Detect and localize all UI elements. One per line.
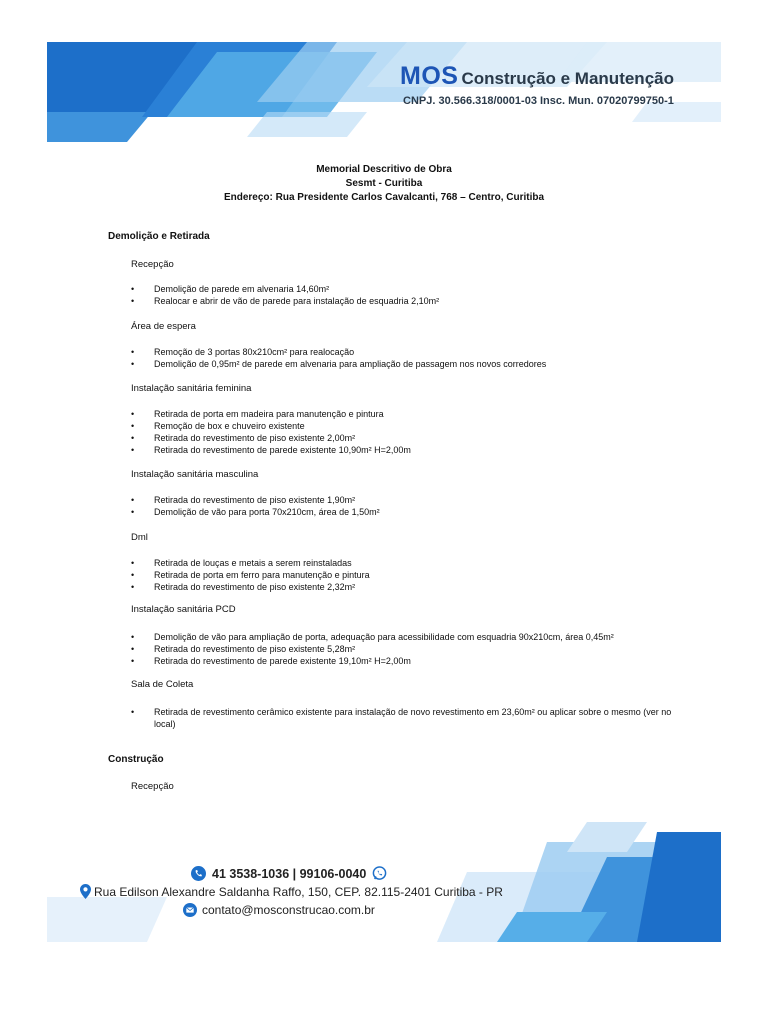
group-label: Instalação sanitária masculina — [131, 469, 259, 480]
item-list — [131, 346, 691, 370]
location-pin-icon — [80, 884, 91, 899]
title-line: Memorial Descritivo de Obra — [316, 164, 452, 175]
list-item: • Retirada de porta em ferro para manutenção e pintura — [131, 569, 691, 581]
item-list — [131, 494, 691, 518]
company-registration: CNPJ. 30.566.318/0001-03 Insc. Mun. 07020799750-1 — [403, 95, 674, 107]
section-heading: Construção — [108, 754, 164, 765]
item-list — [131, 557, 691, 593]
footer-phones — [191, 866, 387, 881]
list-item: • Retirada de porta em madeira para manutenção e pintura — [131, 408, 691, 420]
phone-numbers: 41 3538-1036 | 99106-0040 — [212, 866, 367, 881]
title-line: Endereço: Rua Presidente Carlos Cavalcanti, 768 – Centro, Curitiba — [223, 192, 545, 203]
item-list — [131, 706, 691, 730]
group-label: Recepção — [131, 781, 174, 792]
list-item: • Retirada do revestimento de piso existente 2,32m² — [131, 581, 691, 593]
document-page — [47, 42, 721, 942]
list-item: • Retirada do revestimento de parede existente 10,90m² H=2,00m — [131, 444, 691, 456]
email-address[interactable]: contato@mosconstrucao.com.br — [202, 903, 375, 917]
item-list — [131, 283, 691, 307]
address-text: Rua Edilson Alexandre Saldanha Raffo, 150, CEP. 82.115-2401 Curitiba - PR — [94, 884, 503, 899]
company-brand — [400, 62, 674, 91]
brand-name: Construção e Manutenção — [461, 69, 674, 88]
list-item: • Demolição de vão para ampliação de porta, adequação para acessibilidade com esquadria 90x210cm, área 0,45m² — [131, 631, 691, 643]
list-item: • Retirada do revestimento de piso existente 1,90m² — [131, 494, 691, 506]
list-item: • Retirada do revestimento de parede existente 19,10m² H=2,00m — [131, 655, 691, 667]
group-label: Instalação sanitária feminina — [131, 383, 252, 394]
phone-icon — [191, 866, 206, 881]
whatsapp-icon — [372, 866, 387, 881]
list-item: • Demolição de 0,95m² de parede em alvenaria para ampliação de passagem nos novos corredores — [131, 358, 691, 370]
list-item: • Retirada de revestimento cerâmico existente para instalação de novo revestimento em 23,60m² ou aplicar sobre o mesmo (ver no local) — [131, 706, 691, 730]
section-heading: Demolição e Retirada — [108, 231, 210, 242]
item-list — [131, 408, 691, 456]
email-icon — [183, 903, 197, 917]
list-item: • Remoção de 3 portas 80x210cm² para realocação — [131, 346, 691, 358]
list-item: • Retirada de louças e metais a serem reinstaladas — [131, 557, 691, 569]
list-item: • Retirada do revestimento de piso existente 5,28m² — [131, 643, 691, 655]
footer-email — [183, 903, 375, 917]
title-line: Sesmt - Curitiba — [345, 178, 423, 189]
group-label: Recepção — [131, 259, 174, 270]
group-label: Sala de Coleta — [131, 679, 194, 690]
list-item: • Demolição de parede em alvenaria 14,60m² — [131, 283, 691, 295]
footer-address — [80, 884, 503, 899]
item-list — [131, 631, 691, 667]
group-label: Instalação sanitária PCD — [131, 604, 236, 615]
list-item: • Realocar e abrir de vão de parede para instalação de esquadria 2,10m² — [131, 295, 691, 307]
brand-short: MOS — [400, 62, 459, 90]
document-title — [47, 163, 721, 205]
list-item: • Demolição de vão para porta 70x210cm, área de 1,50m² — [131, 506, 691, 518]
list-item: • Remoção de box e chuveiro existente — [131, 420, 691, 432]
group-label: Dml — [131, 532, 148, 543]
list-item: • Retirada do revestimento de piso existente 2,00m² — [131, 432, 691, 444]
group-label: Área de espera — [131, 321, 196, 332]
